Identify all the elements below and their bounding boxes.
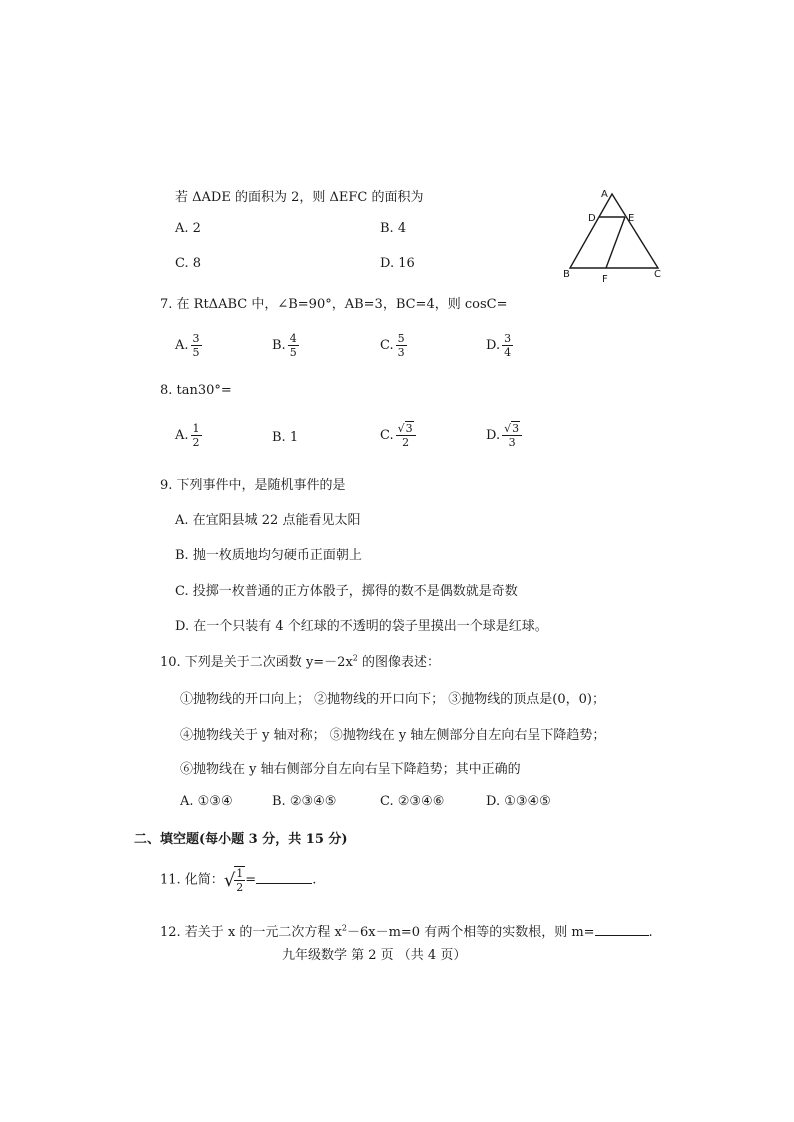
answer-blank[interactable] bbox=[595, 935, 649, 936]
q9-option-a: A. 在宜阳县城 22 点能看见太阳 bbox=[175, 513, 361, 528]
label-e: E bbox=[628, 213, 635, 224]
q9-option-d: D. 在一个只装有 4 个红球的不透明的袋子里摸出一个球是红球。 bbox=[175, 619, 548, 634]
q10-option-b: B. ②③④⑤ bbox=[272, 794, 337, 809]
q6-option-a: A. 2 bbox=[175, 221, 201, 236]
q9-option-b: B. 抛一枚质地均匀硬币正面朝上 bbox=[175, 548, 362, 563]
section-2-heading: 二、填空题(每小题 3 分，共 15 分) bbox=[134, 832, 348, 847]
segment-ef bbox=[606, 217, 625, 268]
q10-option-d: D. ①③④⑤ bbox=[486, 794, 551, 809]
q10-statement-line-1: ①抛物线的开口向上； ②抛物线的开口向下； ③抛物线的顶点是(0，0)； bbox=[180, 692, 605, 707]
q10-option-c: C. ②③④⑥ bbox=[380, 794, 445, 809]
fraction: $\frac{1}{2}$ bbox=[192, 422, 200, 449]
fraction: $\frac{√3}{2}$ bbox=[396, 422, 416, 449]
label-a: A bbox=[601, 189, 608, 200]
q6-option-c: C. 8 bbox=[175, 256, 202, 271]
q12-line: 12. 若关于 x 的一元二次方程 $x^2-6x-m=0$ 有两个相等的实数根，则 m= . bbox=[160, 923, 653, 940]
q7-option-a: A. $\frac{3}{5}$ bbox=[175, 332, 200, 359]
label-d: D bbox=[588, 213, 596, 224]
q10-option-a: A. ①③④ bbox=[180, 794, 233, 809]
q6-stem: 若 ΔADE 的面积为 2，则 ΔEFC 的面积为 bbox=[175, 190, 424, 205]
sqrt-sign: √3 bbox=[397, 422, 413, 435]
sqrt-sign: √ bbox=[223, 869, 236, 891]
q8-option-d: D. $\frac{√3}{3}$ bbox=[486, 422, 522, 449]
q11-line: 11. 化简：√ $\frac{1}{2}$ = . bbox=[160, 867, 317, 894]
q10-statement-line-2: ④抛物线关于 y 轴对称； ⑤抛物线在 y 轴左侧部分自左向右呈下降趋势； bbox=[180, 728, 606, 743]
label-b: B bbox=[563, 269, 570, 280]
q9-stem: 9. 下列事件中，是随机事件的是 bbox=[160, 478, 346, 493]
fraction: $\frac{√3}{3}$ bbox=[502, 422, 522, 449]
q7-option-c: C. $\frac{5}{3}$ bbox=[380, 332, 405, 359]
label-f: F bbox=[602, 274, 608, 285]
fraction: $\frac{3}{5}$ bbox=[192, 332, 200, 359]
q7-option-b: B. $\frac{4}{5}$ bbox=[272, 332, 297, 359]
fraction: $\frac{3}{4}$ bbox=[504, 332, 512, 359]
q7-option-d: D. $\frac{3}{4}$ bbox=[486, 332, 512, 359]
q8-stem: 8. tan30°= bbox=[160, 383, 232, 398]
triangle-figure bbox=[562, 186, 672, 286]
q6-option-b: B. 4 bbox=[380, 221, 407, 236]
q10-stem: 10. 下列是关于二次函数 $y=-2x^2$ 的图像表述： bbox=[160, 653, 441, 670]
q9-option-c: C. 投掷一枚普通的正方体骰子，掷得的数不是偶数就是奇数 bbox=[175, 584, 518, 599]
q8-option-c: C. $\frac{√3}{2}$ bbox=[380, 422, 416, 449]
fraction: $\frac{4}{5}$ bbox=[289, 332, 297, 359]
page-footer: 九年级数学 第 2 页 （共 4 页） bbox=[282, 948, 467, 963]
fraction: $\frac{1}{2}$ bbox=[236, 867, 244, 894]
fraction: $\frac{5}{3}$ bbox=[397, 332, 405, 359]
q6-option-d: D. 16 bbox=[380, 256, 415, 271]
triangle-abc bbox=[570, 194, 658, 268]
sqrt-sign: √3 bbox=[504, 422, 520, 435]
q7-stem: 7. 在 RtΔABC 中，∠B=90°，AB=3，BC=4，则 cosC= bbox=[160, 297, 508, 312]
q8-option-b: B. 1 bbox=[272, 430, 299, 445]
answer-blank[interactable] bbox=[256, 883, 312, 884]
label-c: C bbox=[654, 269, 661, 280]
q8-option-a: A. $\frac{1}{2}$ bbox=[175, 422, 200, 449]
q10-statement-line-3: ⑥抛物线在 y 轴右侧部分自左向右呈下降趋势；其中正确的 bbox=[180, 762, 521, 777]
